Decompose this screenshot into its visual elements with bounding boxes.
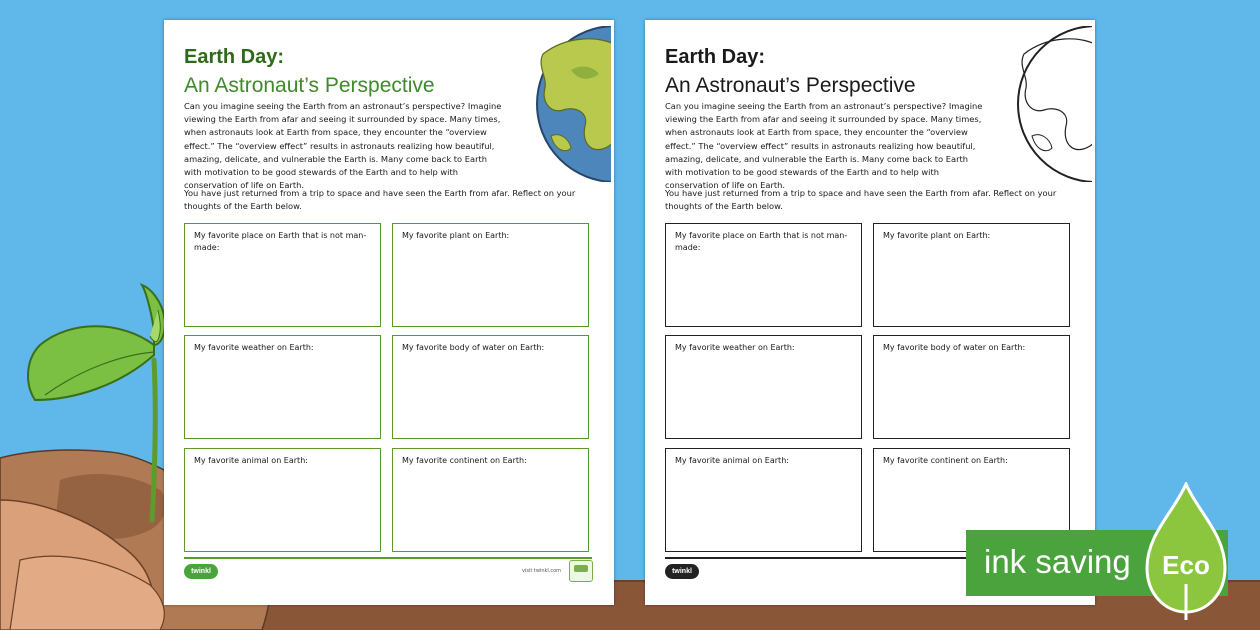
worksheet-title-line2: An Astronaut’s Perspective [665, 74, 916, 97]
globe-icon [992, 26, 1092, 182]
prompt-label: My favorite weather on Earth: [194, 343, 314, 352]
worksheet-title-line1: Earth Day: [665, 46, 766, 68]
worksheet-title-line2: An Astronaut’s Perspective [184, 74, 435, 97]
prompt-label: My favorite body of water on Earth: [883, 343, 1026, 352]
prompt-label: My favorite plant on Earth: [402, 231, 510, 240]
prompt-label: My favorite body of water on Earth: [402, 343, 545, 352]
prompt-box-weather[interactable] [665, 335, 862, 439]
prompt-box-plant[interactable] [873, 223, 1070, 327]
prompt-label: My favorite animal on Earth: [194, 456, 308, 465]
prompt-box-animal[interactable] [184, 448, 381, 552]
intro-paragraph: Can you imagine seeing the Earth from an astronaut’s perspective? Imagine viewing the Earth from afar and seeing it surrounded by space. Many times, when astronauts look at Earth from space, they encounter the “overview effect.” The “overview effect” results in astronauts realizing how beautiful, amazing, delicate, and vulnerable the Earth is. Many come back to Earth with motivation to be good stewards of the Earth and to help with conservation of life on Earth. [665, 101, 983, 191]
eco-drop-label: Eco [1162, 550, 1210, 580]
prompt-label: My favorite place on Earth that is not man-made: [194, 231, 367, 252]
prompt-label: My favorite plant on Earth: [883, 231, 991, 240]
reflect-paragraph: You have just returned from a trip to space and have seen the Earth from afar. Reflect on your thoughts of the Earth below. [665, 188, 1057, 211]
worksheet-color [164, 20, 614, 605]
prompt-label: My favorite weather on Earth: [675, 343, 795, 352]
footer-url: visit twinkl.com [522, 568, 562, 574]
prompt-box-place[interactable] [184, 223, 381, 327]
prompt-box-continent[interactable] [392, 448, 589, 552]
twinkl-logo-icon: twinkl [665, 564, 699, 579]
ink-saving-label: ink saving [984, 543, 1131, 580]
prompt-box-place[interactable] [665, 223, 862, 327]
prompt-label: My favorite continent on Earth: [883, 456, 1008, 465]
worksheet-title-line1: Earth Day: [184, 46, 285, 68]
intro-paragraph: Can you imagine seeing the Earth from an astronaut’s perspective? Imagine viewing the Earth from afar and seeing it surrounded by space. Many times, when astronauts look at Earth from space, they encounter the “overview effect.” The “overview effect” results in astronauts realizing how beautiful, amazing, delicate, and vulnerable the Earth is. Many come back to Earth with motivation to be good stewards of the Earth and to help with conservation of life on Earth. [184, 101, 502, 191]
prompt-box-water[interactable] [873, 335, 1070, 439]
footer-divider [184, 557, 592, 559]
prompt-box-plant[interactable] [392, 223, 589, 327]
prompt-box-weather[interactable] [184, 335, 381, 439]
quality-badge-icon [569, 560, 593, 582]
prompt-label: My favorite animal on Earth: [675, 456, 789, 465]
eco-drop-icon [1143, 482, 1229, 622]
prompt-label: My favorite continent on Earth: [402, 456, 527, 465]
prompt-box-animal[interactable] [665, 448, 862, 552]
twinkl-logo-icon: twinkl [184, 564, 218, 579]
worksheet-ink-saving [645, 20, 1095, 605]
globe-icon [511, 26, 611, 182]
prompt-box-water[interactable] [392, 335, 589, 439]
reflect-paragraph: You have just returned from a trip to space and have seen the Earth from afar. Reflect on your thoughts of the Earth below. [184, 188, 576, 211]
prompt-label: My favorite place on Earth that is not man-made: [675, 231, 848, 252]
